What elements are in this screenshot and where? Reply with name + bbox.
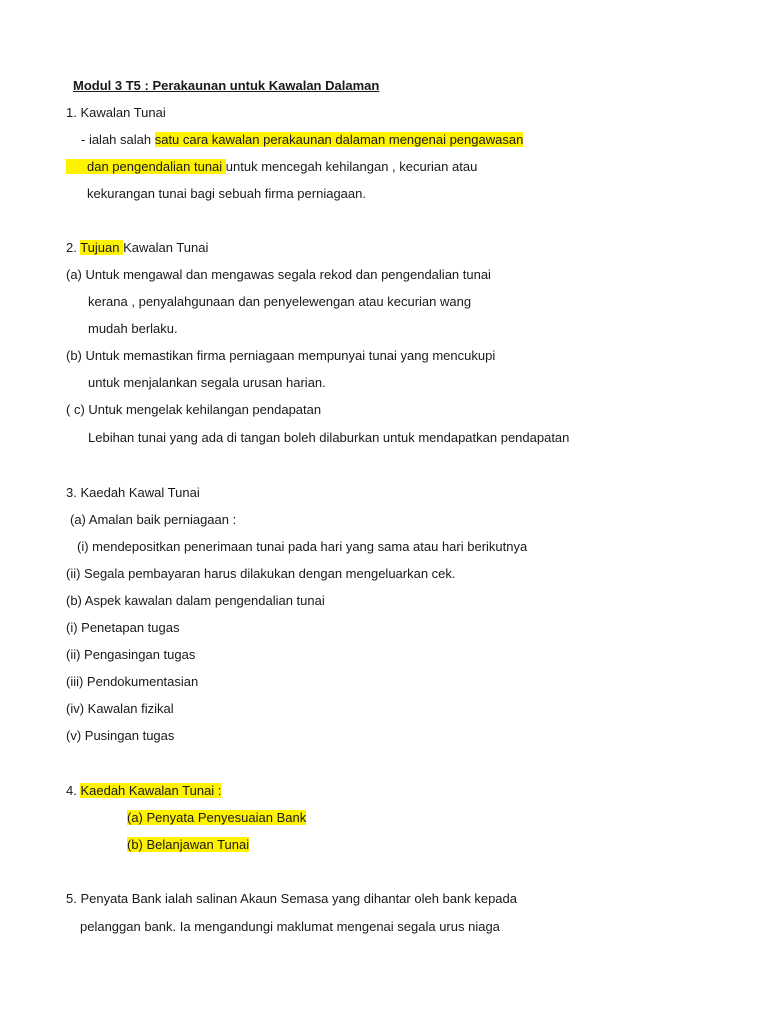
section-2-a-line-1: (a) Untuk mengawal dan mengawas segala rekod dan pengendalian tunai (66, 267, 491, 282)
page-title: Modul 3 T5 : Perakaunan untuk Kawalan Dalaman (73, 78, 380, 93)
section-3-b-v: (v) Pusingan tugas (66, 728, 175, 743)
section-2-heading (66, 239, 208, 257)
section-2-c-line-1: ( c) Untuk mengelak kehilangan pendapatan (66, 402, 322, 417)
section-3-b-iii: (iii) Pendokumentasian (66, 674, 199, 689)
section-2-c-line-2: Lebihan tunai yang ada di tangan boleh dilaburkan untuk mendapatkan pendapatan (88, 430, 570, 445)
highlighted-text: Tujuan (80, 240, 124, 255)
section-5-line-2: pelanggan bank. Ia mengandungi maklumat mengenai segala urus niaga (80, 919, 500, 934)
text-run: untuk mencegah kehilangan , kecurian atau (225, 159, 478, 174)
section-2-a-line-3: mudah berlaku. (88, 321, 178, 336)
section-1-line-1 (81, 131, 523, 149)
highlighted-text: dan pengendalian tunai (66, 159, 226, 174)
section-3-a-i: (i) mendepositkan penerimaan tunai pada hari yang sama atau hari berikutnya (77, 539, 528, 554)
section-1-heading: 1. Kawalan Tunai (66, 105, 166, 120)
section-3-heading: 3. Kaedah Kawal Tunai (66, 485, 200, 500)
section-3-b: (b) Aspek kawalan dalam pengendalian tunai (66, 593, 325, 608)
section-1-line-2 (66, 158, 477, 176)
text-run: Kawalan Tunai (123, 240, 209, 255)
section-number: 4. (66, 783, 81, 798)
section-3-a: (a) Amalan baik perniagaan : (70, 512, 237, 527)
section-2-b-line-1: (b) Untuk memastikan firma perniagaan mempunyai tunai yang mencukupi (66, 348, 496, 363)
highlighted-text: (b) Belanjawan Tunai (127, 837, 250, 852)
section-number: 2. (66, 240, 81, 255)
section-3-b-iv: (iv) Kawalan fizikal (66, 701, 174, 716)
highlighted-text: satu cara kawalan perakaunan dalaman mengenai pengawasan (154, 132, 524, 147)
section-3-a-ii: (ii) Segala pembayaran harus dilakukan dengan mengeluarkan cek. (66, 566, 456, 581)
section-2-a-line-2: kerana , penyalahgunaan dan penyelewengan atau kecurian wang (88, 294, 472, 309)
section-5-line-1: 5. Penyata Bank ialah salinan Akaun Semasa yang dihantar oleh bank kepada (66, 891, 517, 906)
text-run: - ialah salah (81, 132, 155, 147)
section-4-b (127, 836, 249, 854)
section-1-line-3: kekurangan tunai bagi sebuah firma perniagaan. (87, 186, 366, 201)
highlighted-text: Kaedah Kawalan Tunai : (80, 783, 222, 798)
section-4-heading (66, 782, 221, 800)
section-4-a (127, 809, 306, 827)
section-3-b-ii: (ii) Pengasingan tugas (66, 647, 196, 662)
section-3-b-i: (i) Penetapan tugas (66, 620, 180, 635)
highlighted-text: (a) Penyata Penyesuaian Bank (127, 810, 307, 825)
section-2-b-line-2: untuk menjalankan segala urusan harian. (88, 375, 326, 390)
